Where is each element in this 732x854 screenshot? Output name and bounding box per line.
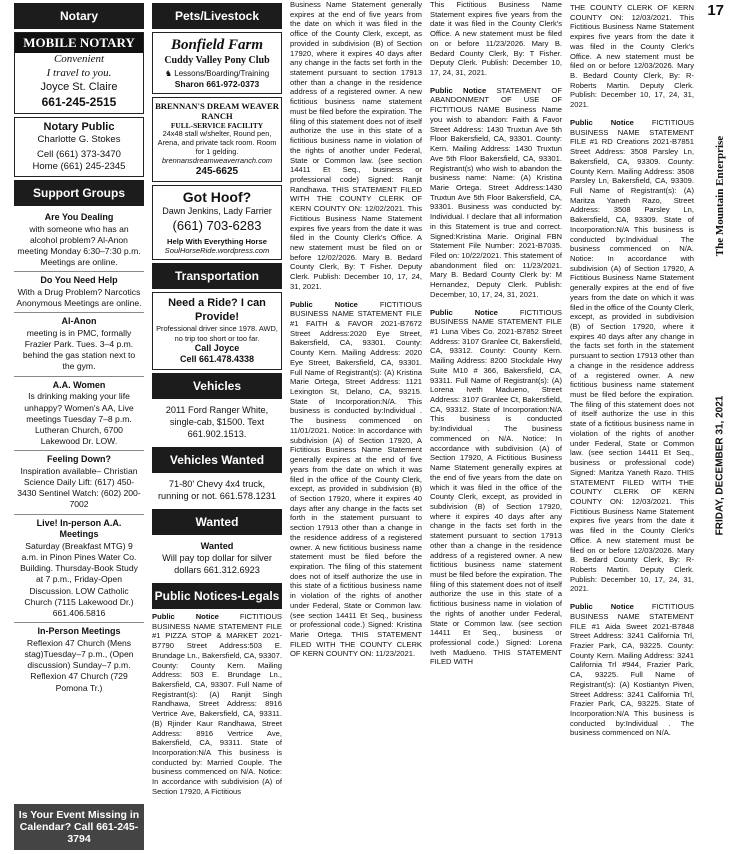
support-group-text: Is drinking making your life unhappy? Women's AA, Live meetings Tuesday 7–8 p.m. Lutheran Church, 6700 Lakewood Dr. LOW.: [24, 391, 134, 447]
support-group-text: meeting is in PMC, formally Frazier Park. Tues. 3–4 p.m. behind the gas station next to the gym.: [22, 327, 136, 372]
public-notice-pizza-stop: [152, 612, 282, 797]
mobile-notary-line1: Convenient: [53, 53, 105, 66]
notary-public-title: Notary Public: [43, 120, 115, 133]
notary-public-ad: [14, 117, 144, 177]
legal-notice-paragraph: THE COUNTY CLERK OF KERN COUNTY ON: 12/03/2021. This Fictitious Business Name Statement expires five years from the date it was filed in the County Clerk's Office. A new statement must be filed on or before 12/03/2026. Mary B. Bedard County Clerk, By: R-Roberts Martin. Deputy Clerk. Publish: December 10, 17, 24, 31, 2021.: [570, 3, 694, 110]
support-group: [14, 377, 144, 452]
wanted-listing: [152, 538, 282, 580]
transportation-header: Transportation: [152, 263, 282, 289]
bonfield-services: ♞ Lessons/Boarding/Training: [164, 69, 270, 79]
side-strip: [710, 30, 730, 850]
brennans-sub: FULL-SERVICE FACILITY: [170, 120, 264, 130]
support-group-text: with someone who has an alcohol problem? Al-Anon meeting Monday 6:30–7:30 p.m. Meetings are online.: [17, 223, 141, 268]
support-group-text: Saturday (Breakfast MTG) 9 a.m. in Pinon Pines Water Co. Building. Thursday-Book Study at 7 p.m., Friday-Open Discussion. LOW Catholic Church (7115 Lakewood Dr.) 661.406.5816: [20, 540, 138, 618]
calendar-ad: Is Your Event Missing in Calendar? Call 661-245-3794: [14, 804, 144, 850]
support-group-text: Reflexion 47 Church (Mens stag)Tuesday–7 p.m., (Open discussion) Sunday–7 p.m. Reflexion 47 Church (729 Pomona Tr.): [24, 637, 134, 693]
legal-notice-paragraph: This Fictitious Business Name Statement expires five years from the date it was filed in the County Clerk's Office. A new statement must be filed on or before 11/23/2026. Mary B. Bedard County Clerk, By: T Fisher. Deputy Clerk. Publish: December 10, 17, 24, 31, 2021.: [430, 0, 562, 78]
hoof-help: Help With Everything Horse: [167, 236, 267, 246]
page-number: 17: [707, 2, 724, 19]
support-group-text: With a Drug Problem? Narcotics Anonymous Meetings are online.: [16, 286, 142, 309]
support-group: [14, 623, 144, 697]
brennans-text: 24x48 stall w/shelter, Round pen, Arena, and private tack room. Room for 1 gelding.: [157, 129, 277, 157]
support-group-title: A.A. Women: [52, 379, 106, 390]
support-group-title: Do You Need Help: [40, 275, 118, 286]
support-groups-header: Support Groups: [14, 180, 144, 206]
bonfield-contact: Sharon 661-972-0373: [174, 79, 260, 90]
legal-notice-paragraph: Public Notice FICTITIOUS BUSINESS NAME STATEMENT FILE #1 FAITH & FAVOR 2021-B7672 Street Address:2020 Eye Street, Bakersfield, CA, 93301. County: County Kern. Mailing Address: 2020 Eye Street, Bakersfield, CA, 93301. Full Name of Registrant(s): (A) Kristina Marie Ortega, Street Address: 1121 Lexington St, Delano, CA, 93215. State of Incorporation:N/A. This business is conducted by:Individual . The business commenced on 11/01/2021. Notice: In accordance with subdivision (A) of Section 17920, A Fictitious Business Name Statement generally expires at the end of five years from the date on which it was filed in the office of the County Clerk, except, as provided in subdivision (B) of Section 17920, where it expires 40 days after any change in the facts set forth in the statement pursuant to section 17913 other than a change in the residence address of a registered owner. A new fictitious business name statement must be filed before the expiration. The filing of this statement does not of itself authorize the use in this state of a fictitious business name in violation of the rights of another under Federal, State or Common law. (see section 14411 Et Seq., business or professional code.) Signed: Kristina Marie Ortega. THIS STATEMENT FILED WITH THE COUNTY CLERK OF KERN COUNTY ON: 11/23/2021.: [290, 299, 422, 659]
support-group: [14, 515, 144, 624]
support-group-title: Are You Dealing: [44, 211, 114, 222]
horse-icon: ♞: [164, 69, 175, 79]
mobile-notary-name: Joyce St. Claire: [40, 80, 118, 93]
notary-public-cell: Cell (661) 373-3470: [37, 149, 121, 161]
column-directory-2: [152, 0, 282, 854]
ride-ad: [152, 292, 282, 371]
support-group-list: [14, 209, 144, 697]
notary-public-name: Charlotte G. Stokes: [37, 134, 121, 146]
bonfield-farm-ad: [152, 32, 282, 94]
wanted-text: Will pay top dollar for silver dollars 661.312.6923: [162, 553, 272, 576]
ride-call: Call Joyce: [194, 342, 240, 353]
legal-notice-paragraph: Public Notice FICTITIOUS BUSINESS NAME STATEMENT FILE #1 Luna Vibes Co. 2021-B7852 Street Address: 3107 Granlee Ct, Bakersfield, CA, 93312. County: County Kern. Mailing Address: 8200 Stockdale Hwy Suite M10 # 366, Bakersfield, CA, 93311. Full Name of Registrant(s): (A) Lorena Iveth Madueno, Street Address: 3107 Granlee Ct, Bakersfield, CA, 93312. State of Incorporation:N/A This business is conducted by:Individual . The business commenced on N/A. Notice: In accordance with subdivision (A) of Section 17920, A Fictitious Business Name Statement generally expires at the end of five years from the date on which it was filed in the office of the County Clerk, except, as provided in subdivision (B) of Section 17920, where it expires 40 days after any change in the facts set forth in the statement pursuant to section 17913 other than a change in the residence address of a registered owner. A new fictitious business name statement must be filed before the expiration. The filing of this statement does not of itself authorize the use in this state of a fictitious business name in violation of the rights of another under Federal, State or Common law. (see section 14411 Et Seq., business or professional code.) Signed: Lorena Iveth Madueno. THIS STATEMENT FILED WITH: [430, 307, 562, 667]
wanted-title: Wanted: [200, 541, 234, 552]
bonfield-club: Cuddy Valley Pony Club: [164, 54, 270, 66]
legal-notices-column-3: [290, 0, 422, 854]
legal-notices-column-5: [570, 3, 694, 854]
hoof-web: SoulHorseRide.wordpress.com: [164, 246, 270, 256]
mobile-notary-title: MOBILE NOTARY: [15, 33, 143, 53]
notary-public-home: Home (661) 245-2345: [32, 161, 126, 172]
ride-title: Need a Ride? I can Provide!: [168, 296, 266, 323]
vehicles-header: Vehicles: [152, 373, 282, 399]
issue-date: FRIDAY, DECEMBER 31, 2021: [714, 395, 726, 536]
support-group: [14, 313, 144, 376]
legal-notice-paragraph: Public Notice STATEMENT OF ABANDONMENT OF USE OF FICTITIOUS NAME Business Name you wish to abandon: Faith & Favor Street Address: 1430 Truxtun Ave 5th Floor Bakersfield, CA, 93301. County: Kern. Mailing Address: 1430 Truxtun Ave 5th Floor Bakersfield, CA, 93301. Registrant(s) who wish to abandon the business name: Name: (A) Kristina Marie Ortega. Street Address:1430 Truxtun Ave 5th Floor Bakersfield, CA, 93301. Business was conducted by: Individual. I declare that all information in this Statement is true and correct. Signed:Kristina Marie. Original FBN Statement File Number: 2021-B7035. Filed on: 10/22/2021. This statement of abandonment filed on: 11/23/2021. Mary B. Bedard County Clerk by: M Hernandez, Deputy Clerk. Publish: December, 10, 17, 24, 31, 2021.: [430, 85, 562, 299]
support-group-title: Live! In-person A.A. Meetings: [36, 517, 122, 540]
brennans-title: BRENNAN'S DREAM WEAVER RANCH: [155, 100, 279, 122]
legal-notice-paragraph: Public Notice FICTITIOUS BUSINESS NAME STATEMENT FILE #1 RD Creations 2021-B7851 Street Address: 3508 Parsley Ln, Bakersfield, CA, 93309. County: County Kern. Mailing Address: 3508 Parsley Ln, Bakersfield, CA, 93309. Full Name of Registrant(s): (A) Maritza Yaneth Razo, Street Address: 3508 Parsley Ln, Bakersfield, CA, 93309. State of Incorporation:N/A This business is conducted by:Individual . The business commenced on N/A. Notice: In accordance with subdivision (A) of Section 17920, A Fictitious Business Name Statement generally expires at the end of five years from the date on which it was filed in the office of the County Clerk, except, as provided in subdivision (B) of Section 17920, where it expires 40 days after any change in the facts set forth in the statement pursuant to section 17913 other than a change in the residence address of a registered owner. A new fictitious business name statement must be filed before the expiration. The filing of this statement does not of itself authorize the use in this state of a fictitious business name in violation of the rights of another under Federal, State or Common law. (see section 14411 Et Seq., business or professional code) Signed: Maritza Yaneth Razo. THIS STATEMENT FILED WITH THE COUNTY CLERK OF KERN COUNTY ON: 12/03/2021. This Fictitious Business Name Statement expires five years from the date it was filed in the County Clerk's Office. A new statement must be filed on or before 12/03/2026. Mary B. Bedard County Clerk, By: R-Roberts Martin. Deputy Clerk. Publish: December 10, 17, 24, 31, 2021.: [570, 117, 694, 594]
got-hoof-ad: [152, 185, 282, 260]
support-group: [14, 451, 144, 514]
support-group: [14, 209, 144, 272]
support-group-title: Feeling Down?: [47, 454, 111, 465]
ford-ranger-listing: 2011 Ford Ranger White, single-cab, $1500. Text 661.902.1513.: [165, 405, 269, 440]
ride-text: Professional driver since 1978. AWD, no trip too short or too far.: [156, 324, 278, 343]
support-group-title: In-Person Meetings: [37, 626, 121, 637]
legal-notice-paragraph: Business Name Statement generally expires at the end of five years from the date on which it was filed in the office of the County Clerk, except, as provided in subdivision (B) of Section 17920, where it expires 40 days after any change in the facts set forth in the statement pursuant to section 17913 other than a change in the residence address of a registered owner. A new fictitious business name statement must be filed before the expiration. The filing of this statement does not of itself authorize the use in this state of a fictitious business name in violation of the rights of another under Federal, State or Common law. (see section 14411 Et Seq., business or professional code) Signed: Ranjit Randhawa. THIS STATEMENT FILED WITH THE COUNTY CLERK OF KERN COUNTY ON: 12/02/2021. This Fictitious Business Name Statement expires five years from the date it was filed in the County Clerk's Office. A new statement must be filed on or before 12/02/2026. Mary B. Bedard County Clerk, By: T Fisher. Deputy Clerk. Publish: December 10, 17, 24, 31, 2021.: [290, 0, 422, 291]
brennans-ranch-ad: [152, 97, 282, 182]
support-group-text: Inspiration available– Christian Science Daily Lift: (617) 450-3430 Sentinel Watch: (602) 200-7002: [17, 465, 141, 510]
mobile-notary-ad: [14, 32, 144, 114]
ride-cell: Cell 661.478.4338: [179, 354, 255, 365]
hoof-name: Dawn Jenkins, Lady Farrier: [162, 206, 272, 217]
mobile-notary-line2: I travel to you.: [46, 67, 112, 79]
legal-notice-paragraph: Public Notice FICTITIOUS BUSINESS NAME STATEMENT FILE #1 Aida Sweet 2021-B7848 Street Address: 3241 California Trl, Frazier Park, CA, 93225. County: County Kern. Mailing Address: 3241 California Trl #944, Frazier Park, CA, 93225. Full Name of Registrant(s): (A) Kostiantyn Piven, Street Address: 3241 California Trl, Frazier Park, CA, 93225. State of Incorporation:N/A This business is conducted by:Individual . The business commenced on N/A.: [570, 602, 694, 738]
mobile-notary-phone: 661-245-2515: [41, 94, 117, 109]
brennans-phone: 245-6625: [195, 165, 239, 177]
vehicles-wanted-header: Vehicles Wanted: [152, 447, 282, 473]
hoof-title: Got Hoof?: [182, 188, 252, 205]
chevy-wanted-listing: 71-80' Chevy 4x4 truck, running or not. 661.578.1231: [157, 479, 276, 502]
support-group: [14, 272, 144, 313]
brennans-web: brennansdreamweaverranch.com: [161, 156, 273, 165]
bonfield-title: Bonfield Farm: [170, 37, 264, 53]
legal-notices-column-4: [430, 0, 562, 854]
wanted-header: Wanted: [152, 509, 282, 535]
notary-header: Notary: [14, 3, 144, 29]
column-directory-1: [14, 0, 144, 854]
pets-livestock-header: Pets/Livestock: [152, 3, 282, 29]
support-group-title: Al-Anon: [61, 316, 97, 327]
public-notices-header: Public Notices-Legals: [152, 583, 282, 609]
legal-notice-paragraph: Public Notice FICTITIOUS BUSINESS NAME STATEMENT FILE #1 PIZZA STOP & MARKET 2021-B7790 Street Address:503 E. Brundage Ln., Bakersfield, CA, 93307. County: County Kern. Mailing Address: 503 E. Brundage Ln., Bakersfield, CA, 93307. Full Name of Registrant(s): (A) Ranjit Singh Randhawa, Street Address: 8916 Vertrice Ave, Bakersfield, CA, 93311. (B) Rjinder Kaur Randhawa, Street Address: 8916 Vertrice Ave, Bakersfield, CA, 93311. State of Incorporation:N/A This business is conducted by: Married Couple. The business commenced on N/A. Notice: In accordance with subdivision (A) of Section 17920, A Fictitious: [152, 611, 282, 796]
hoof-phone: (661) 703-6283: [172, 217, 262, 233]
masthead: The Mountain Enterprise: [714, 135, 726, 257]
